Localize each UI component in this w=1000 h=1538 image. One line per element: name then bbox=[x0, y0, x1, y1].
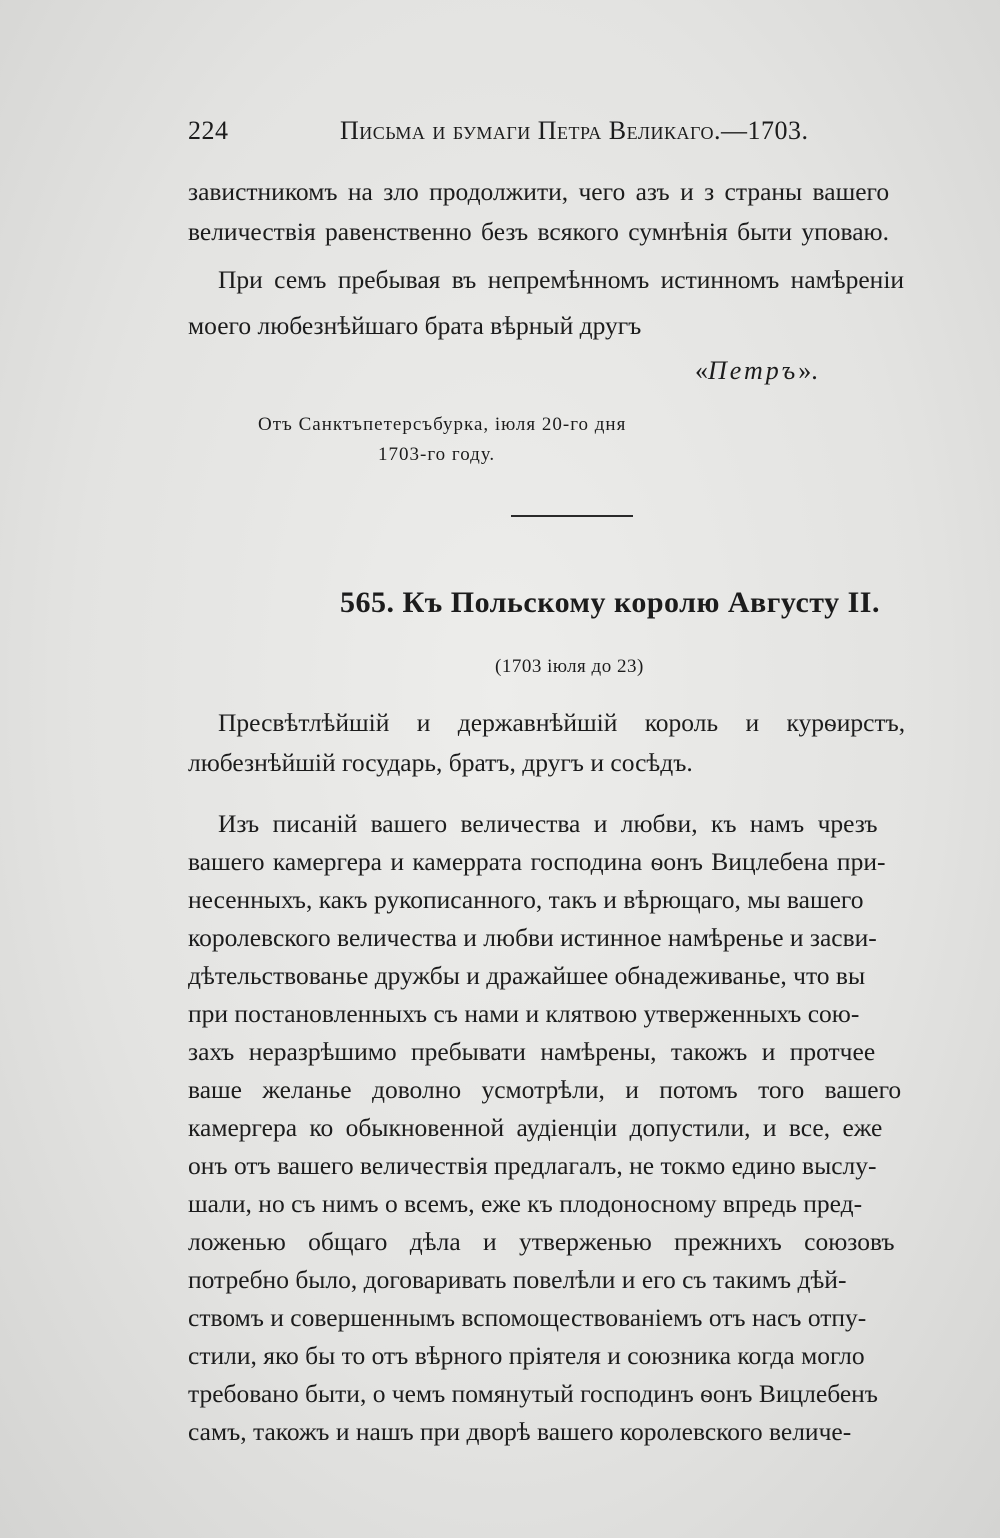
place-date-line-2: 1703-го году. bbox=[378, 444, 496, 465]
text-line: завистникомъ на зло продолжити, чего азъ и з страны вашего bbox=[188, 177, 890, 206]
text-line: камергера ко обыкновенной аудіенціи допустили, и все, еже bbox=[188, 1113, 883, 1142]
text-line: При семъ пребывая въ непремѣнномъ истинномъ намѣреніи bbox=[218, 265, 905, 294]
section-divider bbox=[511, 515, 633, 517]
signature-name: Петръ bbox=[708, 356, 799, 385]
place-date-line-1: Отъ Санктъпетерсъбурка, іюля 20-го дня bbox=[258, 414, 627, 435]
text-line: потребно было, договаривать повелѣли и его съ такимъ дѣй- bbox=[188, 1265, 847, 1294]
page-number: 224 bbox=[188, 116, 229, 145]
text-line: при постановленныхъ съ нами и клятвою утверженныхъ сою- bbox=[188, 999, 860, 1028]
text-line: ложенью общаго дѣла и утверженью прежнихъ союзовъ bbox=[188, 1227, 895, 1256]
text-line: ствомъ и совершеннымъ вспомоществованіемъ отъ насъ отпу- bbox=[188, 1303, 867, 1332]
text-line: вашего камергера и камеррата господина ѳонъ Вицлебена при- bbox=[188, 847, 886, 876]
text-line: шали, но съ нимъ о всемъ, еже къ плодоносному впредь пред- bbox=[188, 1189, 863, 1218]
text-line: самъ, такожъ и нашъ при дворѣ вашего королевского величе- bbox=[188, 1417, 852, 1446]
text-line: захъ неразрѣшимо пребывати намѣрены, такожъ и протчее bbox=[188, 1037, 876, 1066]
text-line: требовано быти, о чемъ помянутый господинъ ѳонъ Вицлебенъ bbox=[188, 1379, 878, 1408]
text-line: онъ отъ вашего величествія предлагалъ, не токмо едино выслу- bbox=[188, 1151, 877, 1180]
text-line: любезнѣйшій государь, братъ, другъ и сосѣдъ. bbox=[188, 748, 693, 777]
page-header bbox=[188, 116, 818, 156]
text-line: Изъ писаній вашего величества и любви, къ намъ чрезъ bbox=[218, 809, 878, 838]
document-date: (1703 іюля до 23) bbox=[495, 656, 644, 677]
signature bbox=[695, 356, 818, 386]
text-line: дѣтельствованье дружбы и дражайшее обнадеживанье, что вы bbox=[188, 961, 866, 990]
text-line: ваше желанье доволно усмотрѣли, и потомъ того вашего bbox=[188, 1075, 902, 1104]
text-line: королевского величества и любви истинное намѣренье и засви- bbox=[188, 923, 877, 952]
running-title: Письма и бумаги Петра Великаго.—1703. bbox=[340, 116, 809, 145]
text-line: стили, яко бы то отъ вѣрного пріятеля и союзника когда могло bbox=[188, 1341, 865, 1370]
text-line: величествія равенственно безъ всякого сумнѣнія быти уповаю. bbox=[188, 217, 889, 246]
signature-open-quote: « bbox=[695, 356, 708, 385]
text-line: моего любезнѣйшаго брата вѣрный другъ bbox=[188, 311, 642, 340]
text-line: Пресвѣтлѣйшій и державнѣйшій король и курѳирстъ, bbox=[218, 708, 906, 737]
signature-close-quote: ». bbox=[798, 356, 818, 385]
document-heading: 565. Къ Польскому королю Августу II. bbox=[340, 586, 880, 619]
text-line: несенныхъ, какъ рукописанного, такъ и вѣрющаго, мы вашего bbox=[188, 885, 864, 914]
